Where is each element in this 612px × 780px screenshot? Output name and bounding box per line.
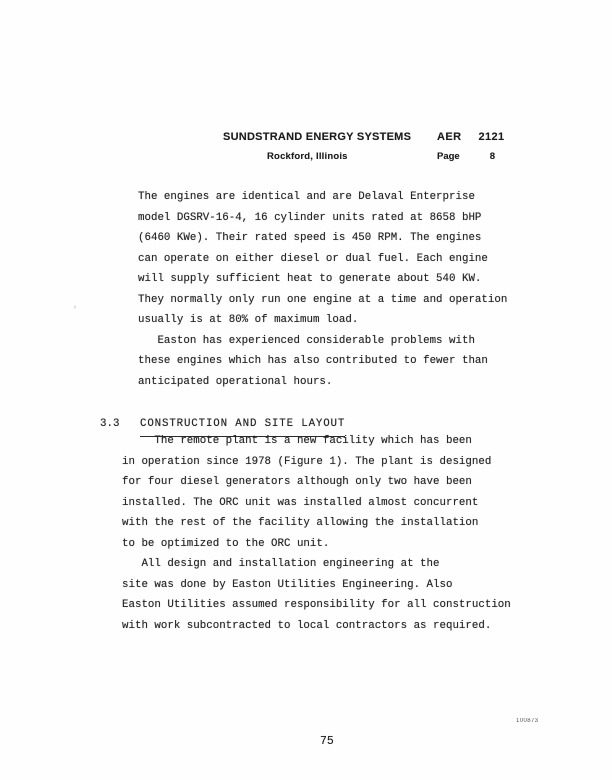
text-line: these engines which has also contributed to fewer than: [138, 355, 488, 367]
page-label: Page: [437, 151, 460, 162]
text-line: The remote plant is a new facility which has been: [122, 435, 472, 447]
header-company-location: Rockford, Illinois: [267, 151, 348, 162]
header-doc-reference: [437, 131, 505, 143]
page-number: 8: [489, 151, 496, 162]
paragraph-engines: [138, 187, 507, 392]
folio-page-number: 75: [320, 735, 334, 748]
header-page-reference: [437, 151, 495, 162]
text-line: model DGSRV-16-4, 16 cylinder units rated at 8658 bHP: [138, 211, 482, 224]
doc-ref-number: 2121: [478, 131, 505, 143]
text-line: They normally only run one engine at a time and operation: [138, 293, 508, 306]
microfiche-stamp-number: 100873: [516, 718, 539, 724]
text-line: will supply sufficient heat to generate about 540 KW.: [138, 273, 482, 285]
text-line: The engines are identical and are Delaval Enterprise: [138, 191, 475, 203]
text-line: usually is at 80% of maximum load.: [138, 314, 359, 326]
doc-ref-label: AER: [437, 131, 462, 143]
text-line: Easton Utilities assumed responsibility for all construction: [122, 599, 511, 611]
text-line: in operation since 1978 (Figure 1). The plant is designed: [122, 455, 492, 468]
text-line: can operate on either diesel or dual fuel. Each engine: [138, 252, 488, 265]
text-line: (6460 KWe). Their rated speed is 450 RPM. The engines: [138, 232, 482, 244]
text-line: anticipated operational hours.: [138, 375, 333, 388]
text-line: for four diesel generators although only two have been: [122, 476, 472, 488]
text-line: with the rest of the facility allowing the installation: [122, 517, 479, 529]
text-line: Easton has experienced considerable problems with: [138, 334, 475, 347]
header-company-name: SUNDSTRAND ENERGY SYSTEMS: [223, 131, 412, 143]
paragraph-construction: [122, 431, 511, 636]
section-number: 3.3: [100, 418, 120, 430]
text-line: installed. The ORC unit was installed almost concurrent: [122, 496, 479, 509]
scan-artifact-mark: ': [72, 306, 79, 317]
text-line: with work subcontracted to local contractors as required.: [122, 619, 492, 632]
text-line: All design and installation engineering at the: [122, 558, 440, 570]
text-line: to be optimized to the ORC unit.: [122, 537, 330, 550]
text-line: site was done by Easton Utilities Engineering. Also: [122, 578, 453, 591]
section-title: CONSTRUCTION AND SITE LAYOUT: [140, 414, 345, 437]
